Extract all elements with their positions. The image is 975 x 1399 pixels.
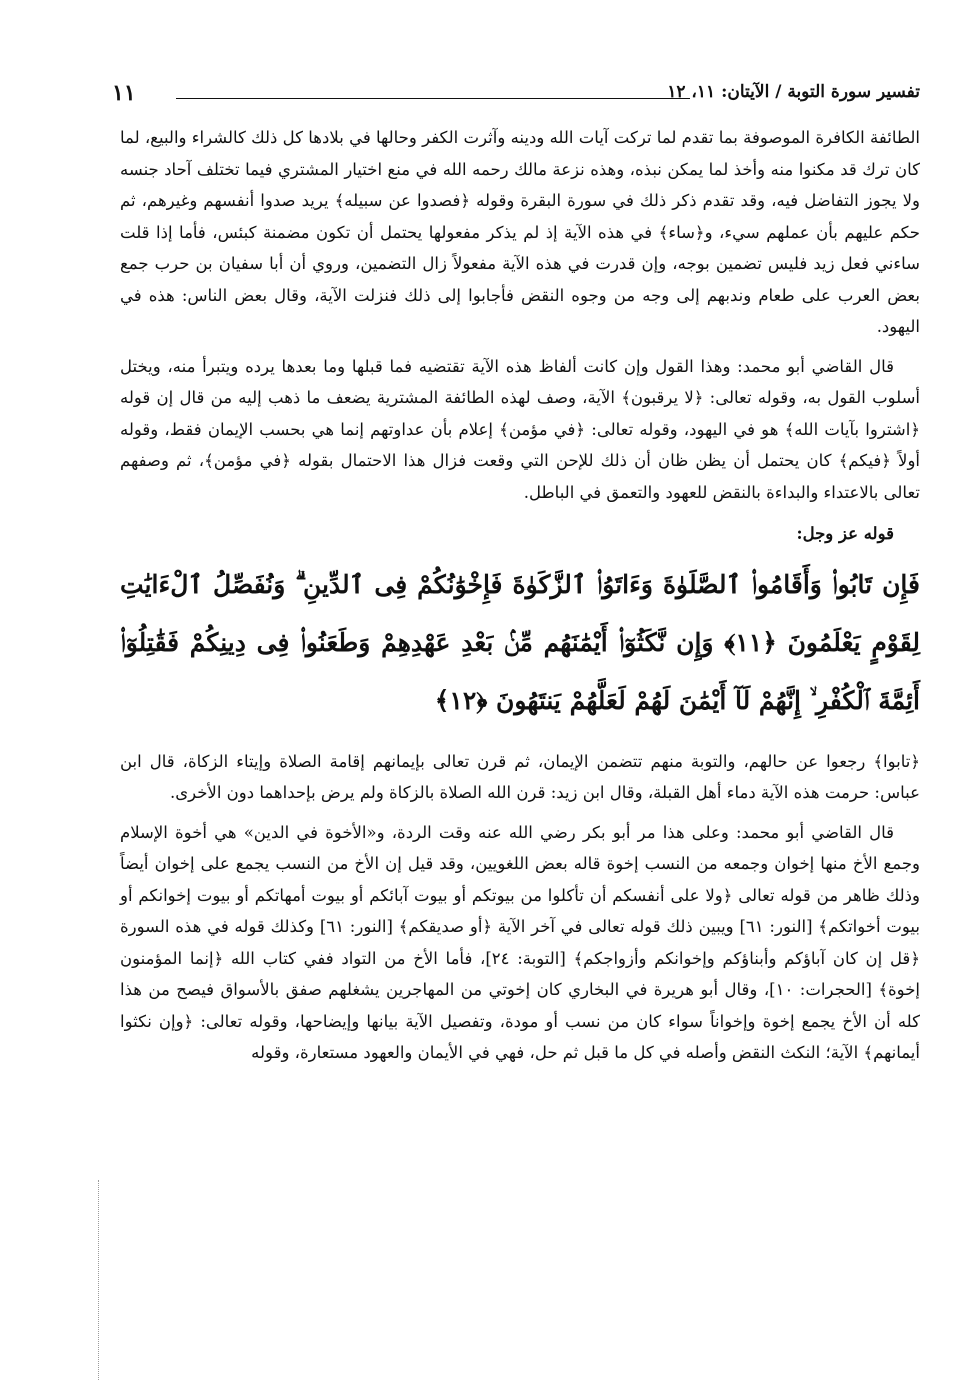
paragraph-4: قال القاضي أبو محمد: وعلى هذا مر أبو بكر رضي الله عنه وقت الردة، و«الأخوة في الدين» هي أخوة الإسلام وجمع الأخ منها إخوان وجمعه من النسب إخوة قاله بعض اللغويين، وقد قيل إن الأخ من النسب يجمع على إخوان أيضاً وذلك ظاهر من قوله تعالى ﴿ولا على أنفسكم أن تأكلوا من بيوتكم أو بيوت آبائكم أو بيوت أمهاتكم أو بيوت إخوانكم أو بيوت أخواتكم﴾ [النور: ٦١] ويبين ذلك قوله تعالى في آخر الآية ﴿أو صديقكم﴾ [النور: ٦١] وكذلك قوله في هذه السورة ﴿قل إن كان آباؤكم وأبناؤكم وإخوانكم وأزواجكم﴾ [التوبة: ٢٤]، فأما الأخ من التواد ففي كتاب الله ﴿إنما المؤمنون إخوة﴾ [الحجرات: ١٠]، وقال أبو هريرة في البخاري كان إخوتي من المهاجرين يشغلهم صفق بالأسواق فيصح من هذا كله أن الأخ يجمع إخوة وإخواناً سواء كان من نسب أو مودة، وتفصيل الآية بيانها وإيضاحها، وقوله تعالى: ﴿وإن نكثوا أيمانهم﴾ الآية؛ النكث النقض وأصله في كل ما قبل ثم حل، فهي في الأيمان والعهود مستعارة، وقوله bbox=[120, 822, 920, 1062]
quran-verses: فَإِن تَابُوا۟ وَأَقَامُوا۟ ٱلصَّلَوٰةَ وَءَاتَوُا۟ ٱلزَّكَوٰةَ فَإِخْوَٰنُكُمْ فِى ٱلدِّينِ ۗ وَنُفَصِّلُ ٱلْءَايَٰتِ لِقَوْمٍ يَعْلَمُونَ ﴿١١﴾ وَإِن نَّكَثُوٓا۟ أَيْمَٰنَهُم مِّنۢ بَعْدِ عَهْدِهِمْ وَطَعَنُوا۟ فِى دِينِكُمْ فَقَٰتِلُوٓا۟ أَئِمَّةَ ٱلْكُفْرِ ۙ إِنَّهُمْ لَآ أَيْمَٰنَ لَهُمْ لَعَلَّهُمْ يَنتَهُونَ ﴿١٢﴾ bbox=[120, 569, 920, 715]
gutter-line bbox=[98, 1180, 99, 1380]
verse-intro: قوله عز وجل: bbox=[796, 524, 894, 543]
page-body bbox=[120, 122, 920, 1077]
page-number: ١١ bbox=[112, 80, 136, 106]
paragraph-3: ﴿تابوا﴾ رجعوا عن حالهم، والتوبة منهم تتضمن الإيمان، ثم قرن تعالى بإيمانهم إقامة الصلاة وإيتاء الزكاة، قال ابن عباس: حرمت هذه الآية دماء أهل القبلة، وقال ابن زيد: قرن الله الصلاة بالزكاة ولم يرض بإحداهما دون الأخرى. bbox=[120, 751, 920, 802]
paragraph-1: الطائفة الكافرة الموصوفة بما تقدم لما تركت آيات الله ودينه وآثرت الكفر وحالها في بلادها كل ذلك كالشراء والبيع، لما كان ترك قد مكنوا منه وأخذ لما يمكن نبذه، وهذه نزعة مالك رحمه الله في منع اختيار المشتري فيما تختلف آحاد جنسه ولا يجوز التفاضل فيه، وقد تقدم ذكر ذلك في سورة البقرة وقوله ﴿فصدوا عن سبيله﴾ يريد صدوا أنفسهم وغيرهم، ثم حكم عليهم بأن عملهم سيء، و﴿ساء﴾ في هذه الآية إذ لم يذكر مفعولها يحتمل أن تكون مضمنة كبئس، فأما إذا قلت ساءني فعل زيد فليس تضمين بوجه، وإن قدرت في هذه الآية مفعولاً زال التضمين، وروي أن أبا سفيان بن حرب جمع بعض العرب على طعام وندبهم إلى وجه من وجوه النقض فأجابوا إلى ذلك فنزلت الآية، وقال بعض الناس: هذه في اليهود. bbox=[120, 128, 920, 336]
page-header bbox=[112, 80, 920, 114]
header-rule bbox=[176, 98, 690, 99]
paragraph-2: قال القاضي أبو محمد: وهذا القول وإن كانت ألفاظ هذه الآية تقتضيه فما قبلها وما بعدها يرده ويتبرأ منه، ويختل أسلوب القول به، وقوله تعالى: ﴿لا يرقبون﴾ الآية، وصف لهذه الطائفة المشترية يضعف ما ذهب إليه من قال إن قوله ﴿اشتروا بآيات الله﴾ هو في اليهود، وقوله تعالى: ﴿في مؤمن﴾ إعلام بأن عداوتهم إنما هي بحسب الإيمان فقط، وقوله أولاً ﴿فيكم﴾ كان يحتمل أن يظن ظان أن ذلك للإحن التي وقعت فزال هذا الاحتمال بقوله ﴿في مؤمن﴾، ثم وصفهم تعالى بالاعتداء والبداءة بالنقض للعهود والتعمق في الباطل. bbox=[120, 356, 920, 502]
running-title: تفسير سورة التوبة / الآيتان: ١١، ١٢ bbox=[667, 82, 920, 102]
